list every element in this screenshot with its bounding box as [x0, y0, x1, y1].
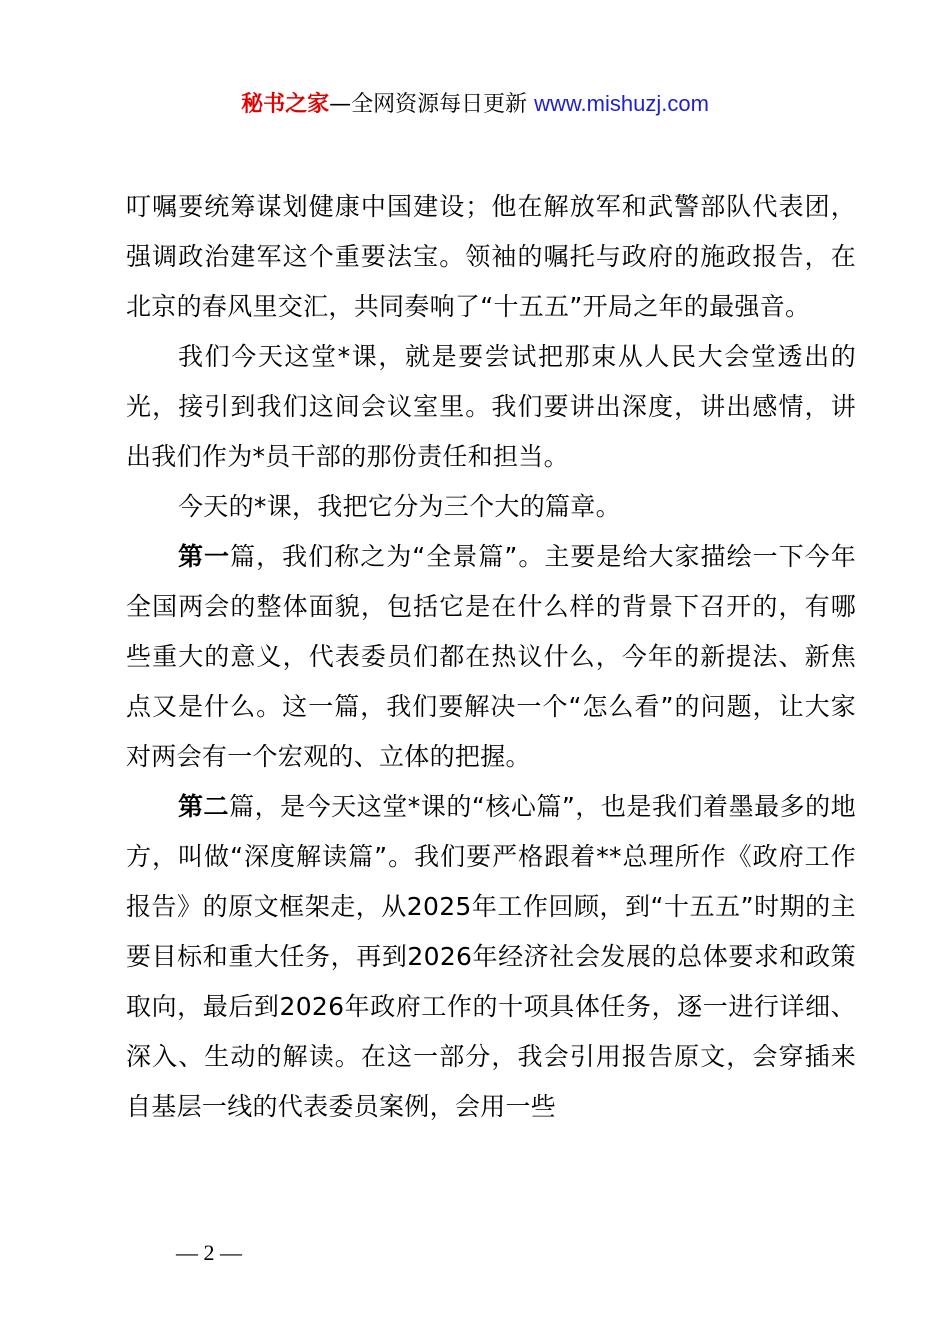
site-url-link[interactable]: www.mishuzj.com — [534, 91, 709, 116]
brand-name: 秘书之家 — [241, 92, 330, 117]
paragraph-part-two — [126, 782, 856, 1132]
header-tagline: —全网资源每日更新 — [329, 92, 528, 117]
part-one-text: 篇，我们称之为“全景篇”。主要是给大家描绘一下今年全国两会的整体面貌，包括它是在什么样的背景下召开的，有哪些重大的意义，代表委员们都在热议什么，今年的新提法、新焦点又是什么。这一篇，我们要解决一个“怎么看”的问题，让大家对两会有一个宏观的、立体的把握。 — [126, 542, 856, 771]
part-two-text: 篇，是今天这堂*课的“核心篇”，也是我们着墨最多的地方，叫做“深度解读篇”。我们要严格跟着**总理所作《政府工作报告》的原文框架走，从2025年工作回顾，到“十五五”时期的主要目标和重大任务，再到2026年经济社会发展的总体要求和政策取向，最后到2026年政府工作的十项具体任务，逐一进行详细、深入、生动的解读。在这一部分，我会引用报告原文，会穿插来自基层一线的代表委员案例，会用一些 — [126, 792, 856, 1121]
paragraph-part-one — [126, 532, 856, 782]
paragraph-outline: 今天的*课，我把它分为三个大的篇章。 — [178, 492, 621, 521]
page-number: — 2 — — [176, 1240, 242, 1265]
part-two-lead: 第二 — [178, 792, 230, 821]
document-body — [126, 182, 856, 1132]
paragraph-continued: 叮嘱要统筹谋划健康中国建设；他在解放军和武警部队代表团，强调政治建军这个重要法宝。领袖的嘱托与政府的施政报告，在北京的春风里交汇，共同奏响了“十五五”开局之年的最强音。 — [126, 192, 856, 321]
part-one-lead: 第一 — [178, 542, 231, 571]
site-header — [0, 88, 950, 121]
paragraph-intro: 我们今天这堂*课，就是要尝试把那束从人民大会堂透出的光，接引到我们这间会议室里。我们要讲出深度，讲出感情，讲出我们作为*员干部的那份责任和担当。 — [126, 342, 856, 471]
